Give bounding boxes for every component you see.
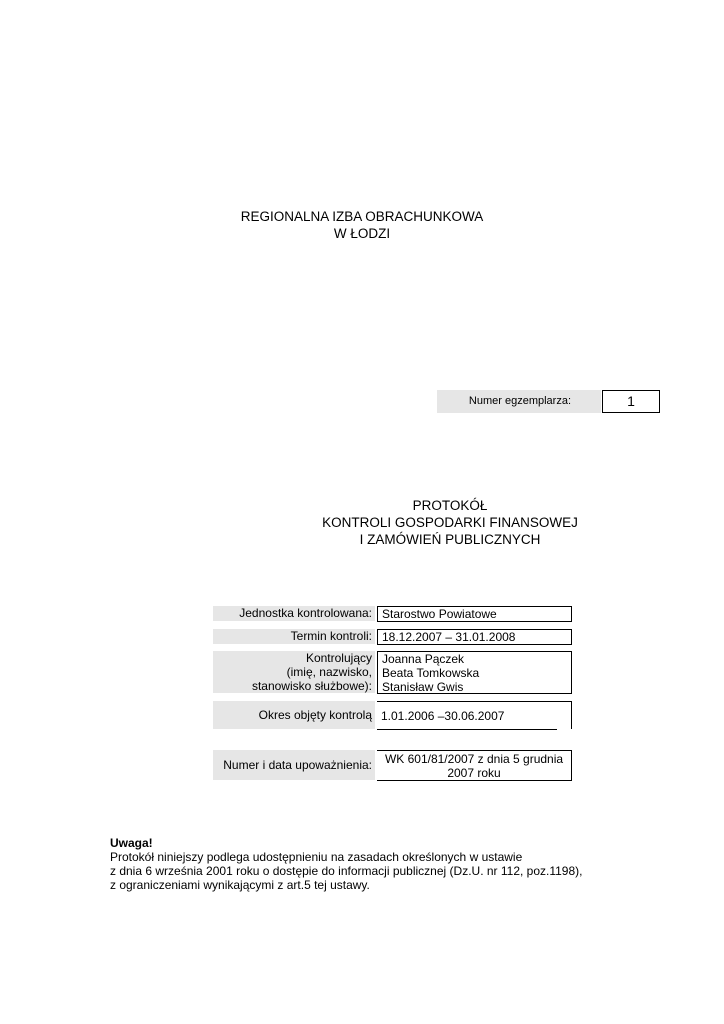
inspectors-label-line-3: stanowisko służbowe):: [251, 679, 372, 693]
document-title: [300, 497, 600, 548]
authorization-value: [377, 750, 572, 781]
note-section: [110, 836, 630, 892]
institution-header: [0, 208, 724, 242]
authorization-line-1: WK 601/81/2007 z dnia 5 grudnia: [384, 752, 564, 766]
controlled-unit-value: Starostwo Powiatowe: [377, 606, 572, 622]
period-label: Okres objęty kontrolą: [213, 701, 375, 729]
period-value: 1.01.2006 –30.06.2007: [377, 701, 572, 729]
inspection-term-value: 18.12.2007 – 31.01.2008: [377, 629, 572, 645]
institution-city: W ŁODZI: [333, 226, 391, 241]
note-heading: Uwaga!: [110, 836, 153, 850]
controlled-unit-label: Jednostka kontrolowana:: [213, 606, 375, 621]
inspectors-label-line-1: Kontrolujący: [305, 651, 372, 665]
note-line-3: z ograniczeniami wynikającymi z art.5 tej ustawy.: [110, 878, 370, 892]
period-underline: [377, 729, 557, 730]
title-line-2: KONTROLI GOSPODARKI FINANSOWEJ: [322, 515, 578, 530]
inspectors-value: [377, 651, 572, 694]
institution-name: REGIONALNA IZBA OBRACHUNKOWA: [240, 209, 484, 224]
copy-number-value: 1: [602, 390, 660, 413]
note-line-1: Protokół niniejszy podlega udostępnieniu na zasadach określonych w ustawie: [110, 850, 523, 864]
copy-number-label: Numer egzemplarza:: [437, 390, 601, 413]
authorization-label: Numer i data upoważnienia:: [213, 750, 375, 780]
inspector-name: Joanna Pączek: [382, 652, 465, 666]
inspection-term-label: Termin kontroli:: [213, 629, 375, 644]
inspectors-label-line-2: (imię, nazwisko,: [286, 665, 372, 679]
inspector-name: Stanisław Gwis: [382, 680, 464, 694]
inspector-name: Beata Tomkowska: [382, 666, 480, 680]
authorization-line-2: 2007 roku: [447, 766, 501, 780]
title-line-1: PROTOKÓŁ: [412, 498, 488, 513]
note-line-2: z dnia 6 września 2001 roku o dostępie do informacji publicznej (Dz.U. nr 112, poz.1198),: [110, 864, 583, 878]
title-line-3: I ZAMÓWIEŃ PUBLICZNYCH: [359, 532, 541, 547]
inspectors-label: [213, 651, 375, 693]
